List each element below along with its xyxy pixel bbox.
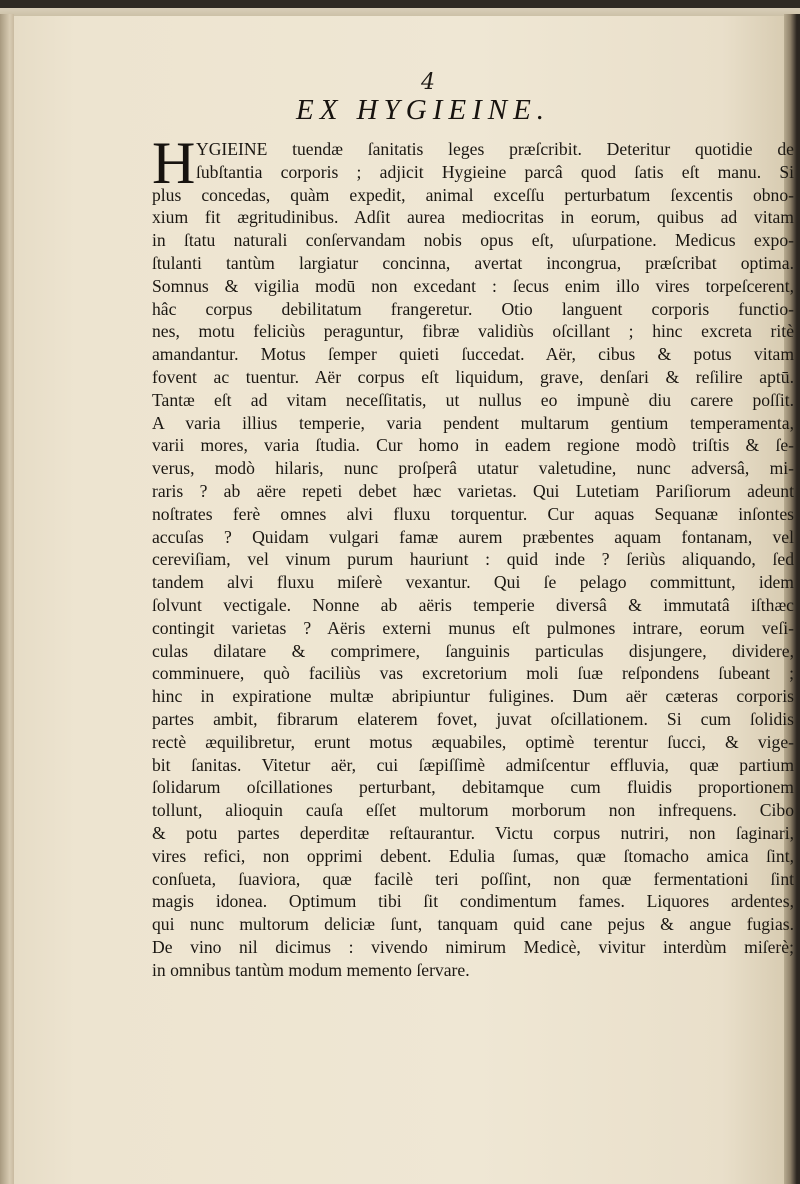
text-line: rectè æquilibretur, erunt motus æquabiles, optimè terentur ſucci, & vige- <box>152 731 794 752</box>
text-line: tollunt, alioquin cauſa eſſet multorum morborum non infrequens. Cibo <box>152 800 794 821</box>
text-line: Tantæ eſt ad vitam neceſſitatis, ut nullus eo impunè diu carere poſſit. <box>152 389 794 410</box>
text-line: YGIEINE tuendæ ſanitatis leges præſcribit. Deteritur quotidie de <box>196 139 794 159</box>
text-line: conſueta, ſuaviora, quæ facilè teri poſſint, non quæ fermentationi ſint <box>152 868 794 889</box>
text-line: ſubſtantia corporis ; adjicit Hygieine parcâ quod ſatis eſt manu. Si <box>196 161 794 182</box>
text-line: verus, modò hilaris, nunc proſperâ utatur valetudine, nunc adversâ, mi- <box>152 458 794 479</box>
text-line: fovent ac tuentur. Aër corpus eſt liquidum, grave, denſari & reſilire aptū. <box>152 366 794 387</box>
text-line: qui nunc multorum deliciæ ſunt, tanquam quid cane pejus & angue fugias. <box>152 914 794 935</box>
text-line: hâc corpus debilitatum frangeretur. Otio languent corporis functio- <box>152 298 794 319</box>
text-line: tandem alvi fluxu miſerè vexantur. Qui ſe pelago committunt, idem <box>152 572 794 593</box>
text-line: ſolvunt vectigale. Nonne ab aëris temperie diversâ & immutatâ iſthæc <box>152 594 794 615</box>
text-line: ſolidarum oſcillationes perturbant, debitamque cum fluidis proportionem <box>152 777 794 798</box>
text-line: bit ſanitas. Vitetur aër, cui ſæpiſſimè admiſcentur effluvia, quæ partium <box>152 754 794 775</box>
text-line: hinc in expiratione multæ abripiuntur fuligines. Dum aër cæteras corporis <box>152 686 794 707</box>
drop-cap: H <box>152 130 196 196</box>
text-line: plus concedas, quàm expedit, animal exceſſu perturbatum ſexcentis obno- <box>152 184 794 205</box>
text-line: varii mores, varia ſtudia. Cur homo in eadem regione modò triſtis & ſe- <box>152 435 794 456</box>
text-line: nes, motu feliciùs peraguntur, fibræ validiùs oſcillant ; hinc excreta ritè <box>152 321 794 342</box>
text-line: noſtrates ferè omnes alvi fluxu torquentur. Cur aquas Sequanæ inſontes <box>152 503 794 524</box>
body-text <box>152 130 794 981</box>
text-line: in ſtatu naturali conſervandam nobis opus eſt, uſurpatione. Medicus expo- <box>152 230 794 251</box>
text-line: contingit varietas ? Aëris externi munus eſt pulmones intrare, eorum veſi- <box>152 617 794 638</box>
text-line: & potu partes deperditæ reſtaurantur. Victu corpus nutriri, non ſaginari, <box>152 822 794 843</box>
text-line: magis idonea. Optimum tibi ſit condimentum fames. Liquores ardentes, <box>152 891 794 912</box>
chapter-title: EX HYGIEINE. <box>296 94 551 126</box>
text-line: amandantur. Motus ſemper quieti ſuccedat. Aër, cibus & potus vitam <box>152 344 794 365</box>
text-line: in omnibus tantùm modum memento ſervare. <box>152 959 470 980</box>
text-line: De vino nil dicimus : vivendo nimirum Medicè, vivitur interdùm miſerè; <box>152 936 794 957</box>
text-line: raris ? ab aëre repeti debet hæc varietas. Qui Lutetiam Pariſiorum adeunt <box>152 480 794 501</box>
text-line: comminuere, quò faciliùs vas excretorium moli ſuæ reſpondens ſubeant ; <box>152 663 794 684</box>
book-gutter <box>0 14 14 1184</box>
text-line: accuſas ? Quidam vulgari famæ aurem præbentes aquam fontanam, vel <box>152 526 794 547</box>
text-line: partes ambit, fibrarum elaterem fovet, juvat oſcillationem. Si cum ſolidis <box>152 708 794 729</box>
text-line: culas dilatare & comprimere, ſanguinis particulas disjungere, dividere, <box>152 640 794 661</box>
text-line: xium fit ægritudinibus. Adſit aurea mediocritas in eorum, quibus ad vitam <box>152 207 794 228</box>
text-line: Somnus & vigilia modū non excedant : ſecus enim illo vires torpeſcerent, <box>152 275 794 296</box>
page-number: 4 <box>421 70 435 95</box>
text-line: ſtulanti tantùm largiatur concinna, avertat incongrua, præſcribat optima. <box>152 252 794 273</box>
text-line: vires refici, non opprimi debent. Edulia ſumas, quæ ſtomacho amica ſint, <box>152 845 794 866</box>
text-line: cereviſiam, vel vinum purum hauriunt : quid inde ? ſeriùs aliquando, ſed <box>152 549 794 570</box>
text-line: A varia illius temperie, varia pendent multarum gentium temperamenta, <box>152 412 794 433</box>
